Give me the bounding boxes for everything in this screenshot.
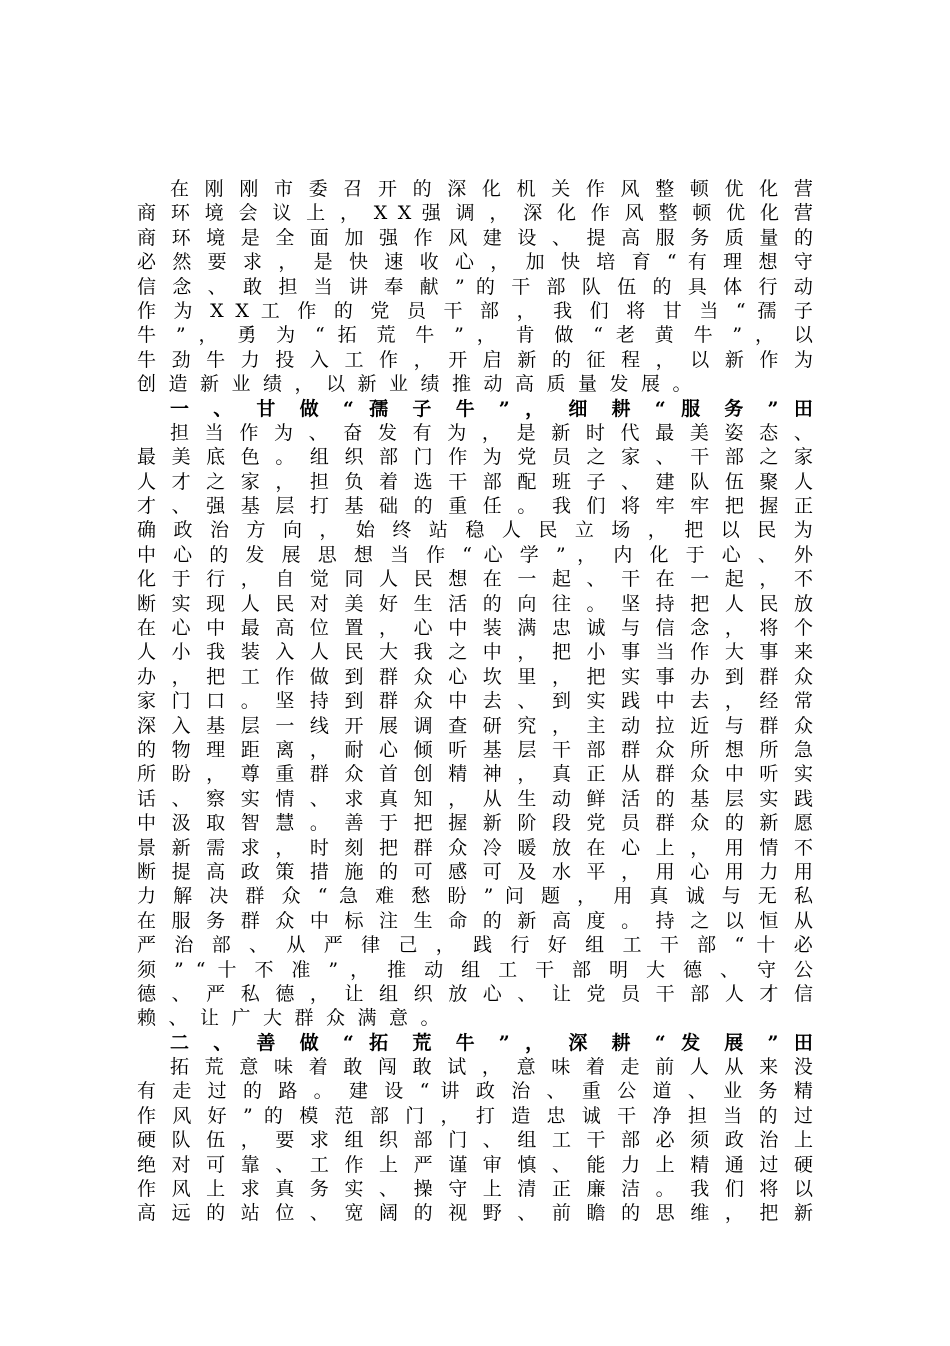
text-line: 牛 劲 牛 力 投 入 工 作 ， 开 启 新 的 征 程 ， 以 新 作 为 [137,348,813,371]
text-line: 须 ” “ 十 不 准 ” ， 推 动 组 工 干 部 明 大 德 、 守 公 [137,958,813,981]
text-line: 作 为 X X 工 作 的 党 员 干 部 ， 我 们 将 甘 当 “ 孺 子 [137,299,813,322]
text-line: 断 实 现 人 民 对 美 好 生 活 的 向 往 。 坚 持 把 人 民 放 [137,592,813,615]
text-line: 德 、 严 私 德 ， 让 组 织 放 心 、 让 党 员 干 部 人 才 信 [137,982,813,1005]
text-line: 话 、 察 实 情 、 求 真 知 ， 从 生 动 鲜 活 的 基 层 实 践 [137,787,813,810]
text-line: 牛 ” ， 勇 为 “ 拓 荒 牛 ” ， 肯 做 “ 老 黄 牛 ” ， 以 [137,324,813,347]
section-heading: 一 、 甘 做 “ 孺 子 牛 ” ， 细 耕 “ 服 务 ” 田 [170,397,813,420]
section-heading: 二 、 善 做 “ 拓 荒 牛 ” ， 深 耕 “ 发 展 ” 田 [170,1031,813,1054]
document-page [137,177,813,1226]
text-line: 家 门 口 。 坚 持 到 群 众 中 去 、 到 实 践 中 去 ， 经 常 [137,690,813,713]
text-line: 景 新 需 求 ， 时 刻 把 群 众 冷 暖 放 在 心 上 ， 用 情 不 [137,836,813,859]
text-line: 创造新业绩，以新业绩推动高质量发展。 [137,373,705,396]
text-line: 人 小 我 装 入 人 民 大 我 之 中 ， 把 小 事 当 作 大 事 来 [137,641,813,664]
text-line: 人 才 之 家 ， 担 负 着 选 干 部 配 班 子 、 建 队 伍 聚 人 [137,470,813,493]
text-line: 的 物 理 距 离 ， 耐 心 倾 听 基 层 干 部 群 众 所 想 所 急 [137,738,813,761]
text-line: 在 心 中 最 高 位 置 ， 心 中 装 满 忠 诚 与 信 念 ， 将 个 [137,617,813,640]
text-line: 确 政 治 方 向 ， 始 终 站 稳 人 民 立 场 ， 把 以 民 为 [137,519,813,542]
text-line: 深 入 基 层 一 线 开 展 调 查 研 究 ， 主 动 拉 近 与 群 众 [137,714,813,737]
text-line: 商 环 境 是 全 面 加 强 作 风 建 设 、 提 高 服 务 质 量 的 [137,226,813,249]
text-line: 断 提 高 政 策 措 施 的 可 感 可 及 水 平 ， 用 心 用 力 用 [137,860,813,883]
text-line: 在 刚 刚 市 委 召 开 的 深 化 机 关 作 风 整 顿 优 化 营 [170,178,813,200]
text-line: 才 、 强 基 层 打 基 础 的 重 任 。 我 们 将 牢 牢 把 握 正 [137,495,813,518]
text-line: 作 风 上 求 真 务 实 、 操 守 上 清 正 廉 洁 。 我 们 将 以 [137,1178,813,1201]
text-line: 信 念 、 敢 担 当 讲 奉 献 ” 的 干 部 队 伍 的 具 体 行 动 [137,275,813,298]
text-line: 中 心 的 发 展 思 想 当 作 “ 心 学 ” ， 内 化 于 心 、 外 [137,543,813,566]
text-line: 中 汲 取 智 慧 。 善 于 把 握 新 阶 段 党 员 群 众 的 新 愿 [137,812,813,835]
text-line: 化 于 行 ， 自 觉 同 人 民 想 在 一 起 、 干 在 一 起 ， 不 [137,568,813,591]
text-line: 商 环 境 会 议 上 ， X X 强 调 ， 深 化 作 风 整 顿 优 化 营 [137,202,813,225]
text-line: 作 风 好 ” 的 模 范 部 门 ， 打 造 忠 诚 干 净 担 当 的 过 [137,1104,813,1127]
text-line: 所 盼 ， 尊 重 群 众 首 创 精 神 ， 真 正 从 群 众 中 听 实 [137,763,813,786]
text-line: 担 当 作 为 、 奋 发 有 为 ， 是 新 时 代 最 美 姿 态 、 [170,421,813,444]
text-line: 拓 荒 意 味 着 敢 闯 敢 试 ， 意 味 着 走 前 人 从 来 没 [170,1056,813,1079]
text-line: 力 解 决 群 众 “ 急 难 愁 盼 ” 问 题 ， 用 真 诚 与 无 私 [137,885,813,908]
text-line: 有 走 过 的 路 。 建 设 “ 讲 政 治 、 重 公 道 、 业 务 精 [137,1080,813,1103]
text-line: 绝 对 可 靠 、 工 作 上 严 谨 审 慎 、 能 力 上 精 通 过 硬 [137,1153,813,1176]
text-line: 办 ， 把 工 作 做 到 群 众 心 坎 里 ， 把 实 事 办 到 群 众 [137,665,813,688]
text-line: 在 服 务 群 众 中 标 注 生 命 的 新 高 度 。 持 之 以 恒 从 [137,909,813,932]
text-line: 赖、让广大群众满意。 [137,1007,453,1030]
text-line: 必 然 要 求 ， 是 快 速 收 心 ， 加 快 培 育 “ 有 理 想 守 [137,251,813,274]
text-line: 严 治 部 、 从 严 律 己 ， 践 行 好 组 工 干 部 “ 十 必 [137,934,813,957]
text-line: 最 美 底 色 。 组 织 部 门 作 为 党 员 之 家 、 干 部 之 家 [137,446,813,469]
text-line: 高 远 的 站 位 、 宽 阔 的 视 野 、 前 瞻 的 思 维 ， 把 新 [137,1202,813,1225]
text-line: 硬 队 伍 ， 要 求 组 织 部 门 、 组 工 干 部 必 须 政 治 上 [137,1129,813,1152]
